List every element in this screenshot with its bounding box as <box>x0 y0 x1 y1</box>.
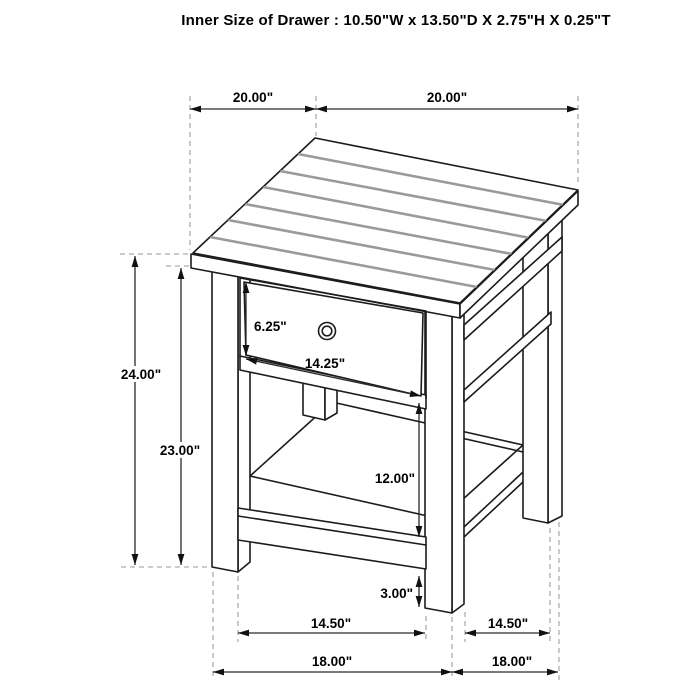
shelf-front-rail <box>238 508 426 569</box>
dim-leg-span-front <box>238 616 425 636</box>
dim-label-overall-height: 24.00" <box>120 367 162 382</box>
dim-bottom-rail-height <box>380 576 422 607</box>
dim-label-top-depth: 20.00" <box>232 90 274 105</box>
dim-overall-height <box>113 256 167 565</box>
dim-label-height-under-top: 23.00" <box>159 443 201 458</box>
dim-label-bottom-rail-height: 3.00" <box>380 586 413 601</box>
dim-label-drawer-width: 14.25" <box>304 356 346 371</box>
dim-leg-span-side <box>465 616 550 636</box>
dim-top-depth <box>190 90 316 112</box>
dim-top-width <box>316 90 578 112</box>
dim-base-depth <box>452 654 558 675</box>
dim-height-under-top <box>152 268 206 565</box>
dim-label-top-width: 20.00" <box>426 90 468 105</box>
dim-label-drawer-height: 6.25" <box>254 319 287 334</box>
dim-base-width <box>213 654 452 675</box>
dim-label-shelf-clearance: 12.00" <box>374 471 415 486</box>
dim-label-base-width: 18.00" <box>311 654 353 669</box>
dim-label-leg-span-front: 14.50" <box>310 616 352 631</box>
diagram-title: Inner Size of Drawer : 10.50"W x 13.50"D X 2.75"H X 0.25"T <box>181 12 611 29</box>
front-corner-leg <box>425 311 464 613</box>
dim-label-base-depth: 18.00" <box>491 654 533 669</box>
dim-label-leg-span-side: 14.50" <box>487 616 529 631</box>
